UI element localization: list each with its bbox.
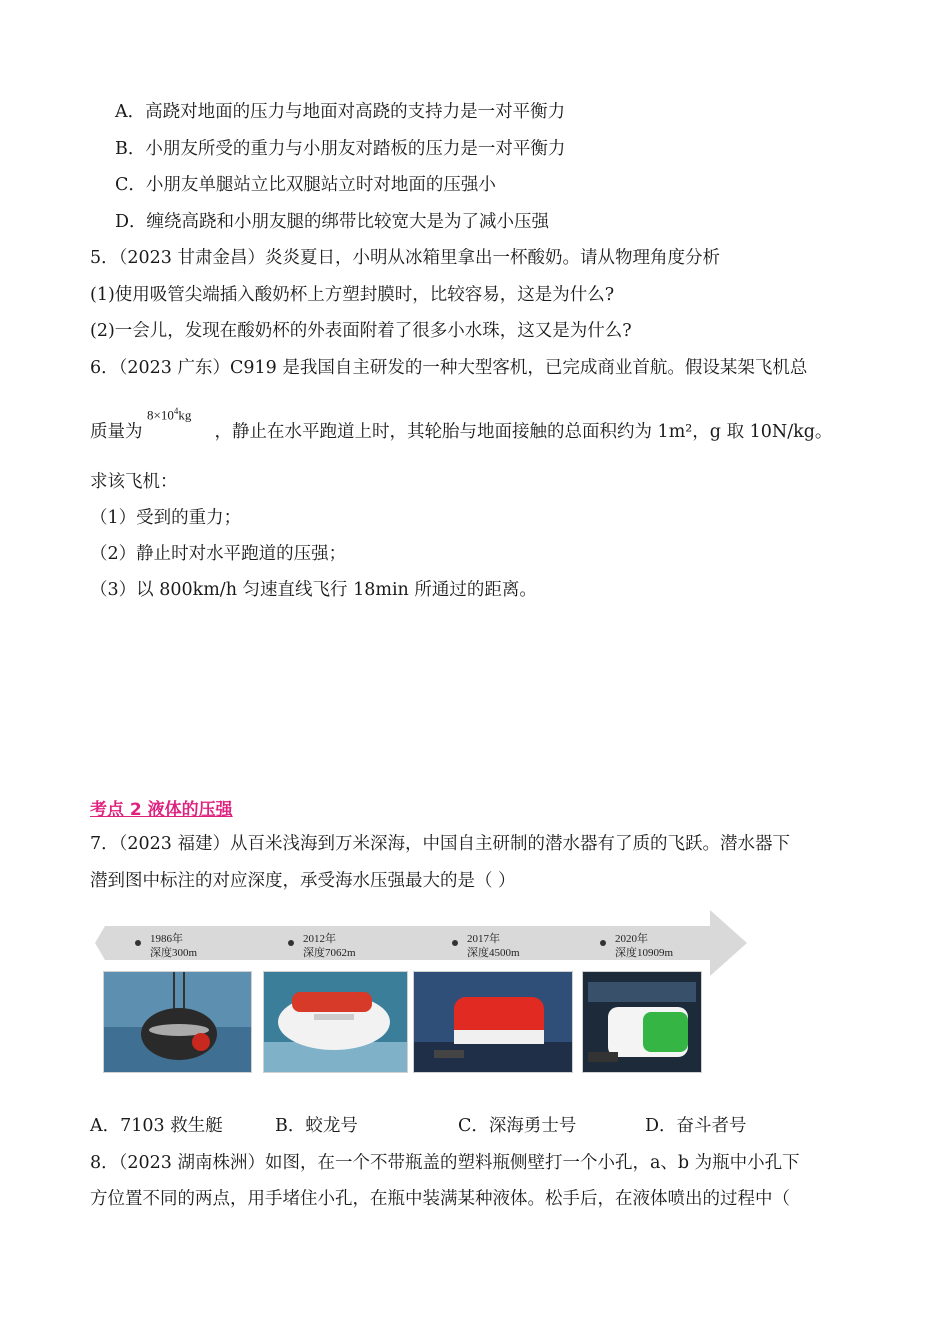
q6-part-2: （2）静止时对水平跑道的压强； (90, 544, 347, 564)
q7-option-d: D．奋斗者号 (645, 1116, 747, 1136)
photo-jiaolong (263, 971, 408, 1073)
q5-part-2: (2)一会儿，发现在酸奶杯的外表面附着了很多小水珠，这又是为什么? (90, 321, 632, 341)
q7-option-a: A．7103 救生艇 (90, 1116, 223, 1136)
q6-mass-formula: $8\times 10^4kg$ (147, 406, 192, 423)
q7-option-c: C．深海勇士号 (458, 1116, 577, 1136)
timeline-depth-1: 深度300m (150, 947, 198, 959)
q5-stem: 5．（2023 甘肃金昌）炎炎夏日，小明从冰箱里拿出一杯酸奶。请从物理角度分析 (90, 248, 720, 268)
q8-line2: 方位置不同的两点，用手堵住小孔，在瓶中装满某种液体。松手后，在液体喷出的过程中（ (90, 1189, 790, 1209)
q4-option-a: A．高跷对地面的压力与地面对高跷的支持力是一对平衡力 (115, 102, 566, 122)
photo-shenhai-yongshi (413, 971, 573, 1073)
submersible-timeline-figure (95, 908, 750, 1076)
photo-rescue-boat (103, 971, 252, 1073)
timeline-depth-3: 深度4500m (467, 947, 520, 959)
timeline-year-3: 2017年 (467, 933, 500, 945)
q5-part-1: (1)使用吸管尖端插入酸奶杯上方塑封膜时，比较容易，这是为什么? (90, 285, 615, 305)
timeline-depth-4: 深度10909m (615, 947, 674, 959)
timeline-year-4: 2020年 (615, 933, 648, 945)
q6-line2 (90, 420, 832, 444)
timeline-dot (452, 940, 458, 946)
q8-line1: 8．（2023 湖南株洲）如图，在一个不带瓶盖的塑料瓶侧壁打一个小孔，a、b 为瓶中小孔下 (90, 1153, 800, 1173)
q4-option-b: B．小朋友所受的重力与小朋友对踏板的压力是一对平衡力 (115, 139, 566, 159)
q6-ask: 求该飞机： (90, 472, 178, 492)
timeline-year-2: 2012年 (303, 933, 336, 945)
q7-line2: 潜到图中标注的对应深度，承受海水压强最大的是（ ） (90, 871, 516, 891)
q6-part-3: （3）以 800km/h 匀速直线飞行 18min 所通过的距离。 (90, 580, 537, 600)
timeline-depth-2: 深度7062m (303, 947, 356, 959)
timeline-arrow (95, 908, 750, 978)
timeline-dot (600, 940, 606, 946)
timeline-dot (135, 940, 141, 946)
q7-option-b: B．蛟龙号 (275, 1116, 358, 1136)
q6-stem: 6．（2023 广东）C919 是我国自主研发的一种大型客机，已完成商业首航。假设某架飞机总 (90, 358, 808, 378)
q6-line2-suffix: ，静止在水平跑道上时，其轮胎与地面接触的总面积约为 1m²，g 取 10N/kg。 (214, 422, 833, 442)
q6-line2-prefix: 质量为 (90, 422, 143, 442)
q6-part-1: （1）受到的重力； (90, 508, 242, 528)
timeline-dot (288, 940, 294, 946)
timeline-year-1: 1986年 (150, 933, 183, 945)
section-title: 考点 2 液体的压强 (90, 800, 233, 820)
q7-line1: 7．（2023 福建）从百米浅海到万米深海，中国自主研制的潜水器有了质的飞跃。潜水器下 (90, 834, 790, 854)
q4-option-c: C．小朋友单腿站立比双腿站立时对地面的压强小 (115, 175, 496, 195)
photo-fendouzhe (582, 971, 702, 1073)
q4-option-d: D．缠绕高跷和小朋友腿的绑带比较宽大是为了减小压强 (115, 212, 550, 232)
